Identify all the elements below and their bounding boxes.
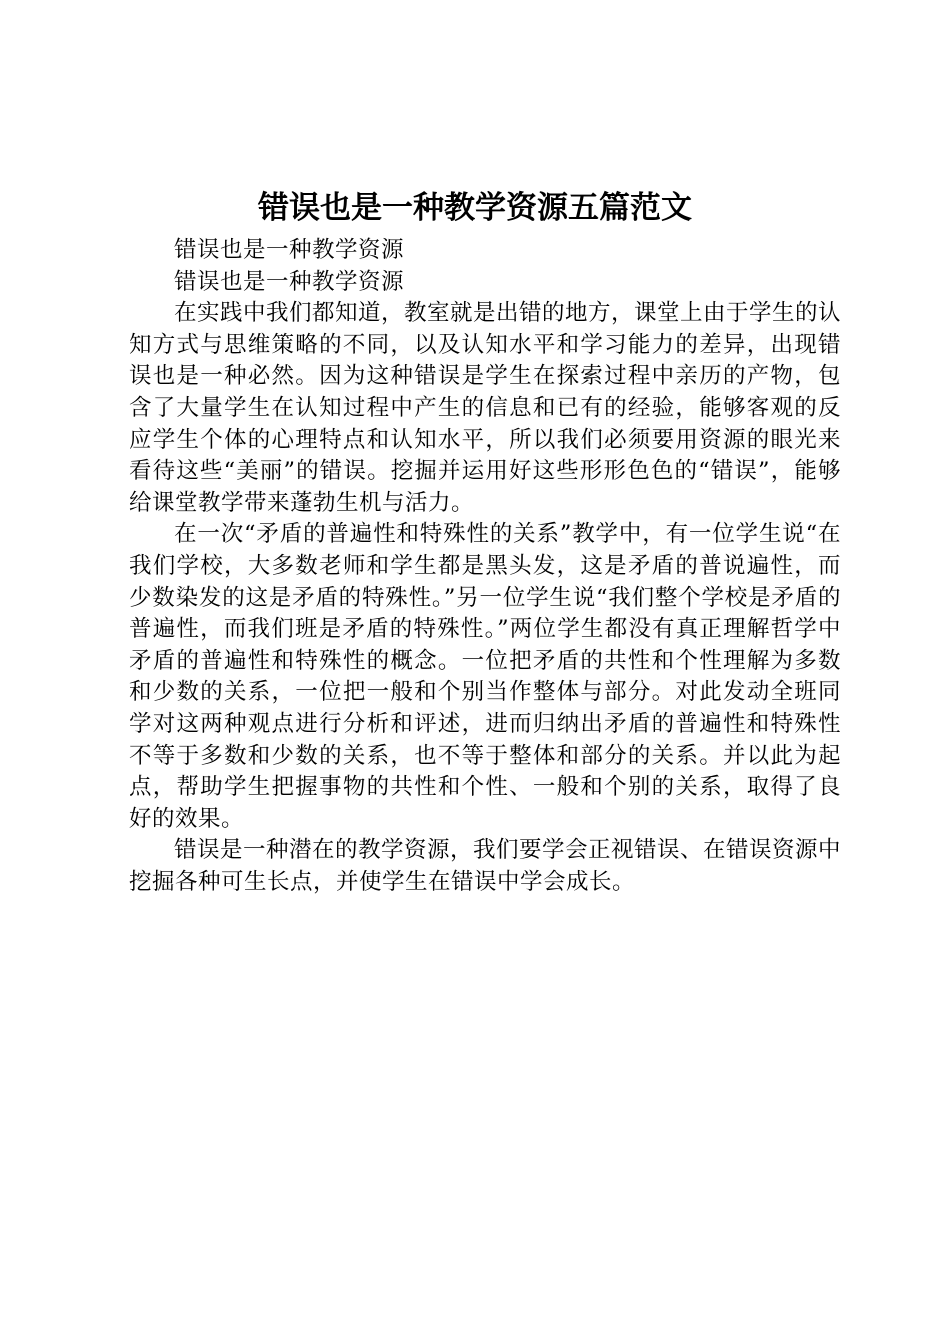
paragraph-1: 在实践中我们都知道，教室就是出错的地方，课堂上由于学生的认知方式与思维策略的不同，以及认知水平和学习能力的差异，出现错误也是一种必然。因为这种错误是学生在探索过程中亲历的产物，包含了大量学生在认知过程中产生的信息和已有的经验，能够客观的反应学生个体的心理特点和认知水平，所以我们必须要用资源的眼光来看待这些“美丽”的错误。挖掘并运用好这些形形色色的“错误”，能够给课堂教学带来蓬勃生机与活力。 (129, 300, 842, 516)
paragraph-3: 错误是一种潜在的教学资源，我们要学会正视错误、在错误资源中挖掘各种可生长点，并使学生在错误中学会成长。 (129, 837, 842, 895)
document-body (129, 235, 841, 898)
subtitle-line-1: 错误也是一种教学资源 (174, 237, 405, 263)
paragraph-2: 在一次“矛盾的普遍性和特殊性的关系”教学中，有一位学生说“在我们学校，大多数老师和学生都是黑头发，这是矛盾的普说遍性，而少数染发的这是矛盾的特殊性。”另一位学生说“我们整个学校是矛盾的普遍性，而我们班是矛盾的特殊性。”两位学生都没有真正理解哲学中矛盾的普遍性和特殊性的概念。一位把矛盾的共性和个性理解为多数和少数的关系，一位把一般和个别当作整体与部分。对此发动全班同学对这两种观点进行分析和评述，进而归纳出矛盾的普遍性和特殊性不等于多数和少数的关系，也不等于整体和部分的关系。并以此为起点，帮助学生把握事物的共性和个性、一般和个别的关系，取得了良好的效果。 (129, 521, 841, 832)
document-title: 错误也是一种教学资源五篇范文 (258, 190, 692, 226)
subtitle-line-2: 错误也是一种教学资源 (174, 268, 405, 295)
